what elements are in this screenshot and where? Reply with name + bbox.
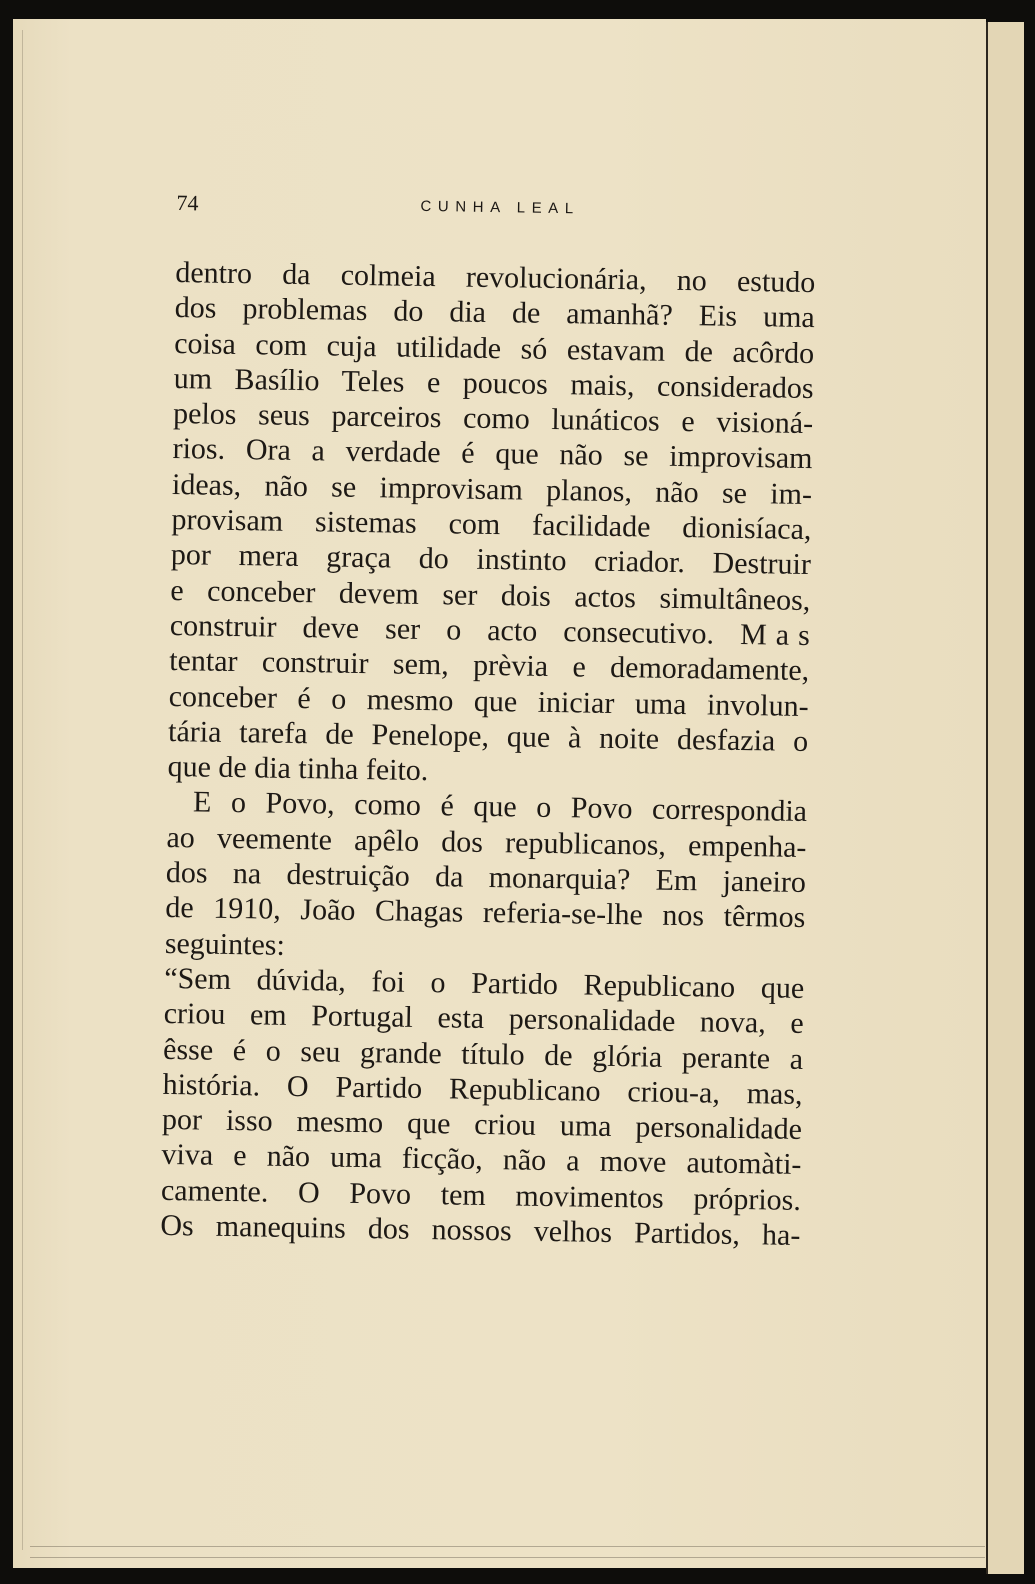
text-line: tentar construir sem, prèvia e demoradamente, xyxy=(169,644,810,688)
text-line: êsse é o seu grande título de glória perante a xyxy=(162,1032,804,1076)
text-line: um Basílio Teles e poucos mais, considerados xyxy=(173,361,814,405)
text-line: camente. O Povo tem movimentos próprios. xyxy=(160,1173,802,1217)
adjacent-page-edge xyxy=(986,22,1024,1574)
text-line-segment: construir deve ser o acto consecutivo. xyxy=(169,608,715,651)
emphasized-word: Mas xyxy=(739,617,820,653)
page-edge-line xyxy=(30,1546,985,1547)
text-line: coisa com cuja utilidade só estavam de acôrdo xyxy=(174,326,815,370)
text-line: seguintes: xyxy=(164,926,286,962)
text-line: E o Povo, como é que o Povo correspondia xyxy=(192,785,808,829)
text-line: tária tarefa de Penelope, que à noite desfazia o xyxy=(167,714,809,758)
text-line: “Sem dúvida, foi o Partido Republicano que xyxy=(164,961,805,1005)
text-line: história. O Partido Republicano criou-a, mas, xyxy=(162,1067,803,1111)
text-line: de 1910, João Chagas referia-se-lhe nos têrmos xyxy=(165,891,806,935)
text-line: Os manequins dos nossos velhos Partidos, ha- xyxy=(160,1208,801,1252)
text-line: e conceber devem ser dois actos simultâneos, xyxy=(170,573,811,617)
text-line: por mera graça do instinto criador. Destruir xyxy=(170,538,812,582)
text-block xyxy=(160,185,820,1253)
text-line: ideas, não se improvisam planos, não se im- xyxy=(171,467,813,511)
page-edge-line xyxy=(22,30,23,1550)
text-line: dos problemas do dia de amanhã? Eis uma xyxy=(174,291,816,335)
text-line: pelos seus parceiros como lunáticos e visioná- xyxy=(172,397,814,441)
running-title: CUNHA LEAL xyxy=(420,197,580,218)
paragraph xyxy=(167,255,820,794)
text-line: ao veemente apêlo dos republicanos, empenha- xyxy=(166,820,807,864)
text-line: conceber é o mesmo que iniciar uma involun- xyxy=(168,679,809,723)
page-number: 74 xyxy=(176,190,199,216)
body-text xyxy=(160,255,820,1253)
paragraph xyxy=(165,784,808,971)
text-line: dentro da colmeia revolucionária, no estudo xyxy=(175,256,816,300)
text-line: criou em Portugal esta personalidade nova, e xyxy=(163,997,804,1041)
page-edge-line xyxy=(30,1557,985,1558)
text-line: que de dia tinha feito. xyxy=(167,750,429,788)
text-line: provisam sistemas com facilidade dionisíaca, xyxy=(171,503,812,547)
text-line: rios. Ora a verdade é que não se improvisam xyxy=(172,432,813,476)
text-line: dos na destruição da monarquia? Em janeiro xyxy=(165,856,807,900)
text-line: viva e não uma ficção, não a move automàti- xyxy=(161,1138,802,1182)
text-line: por isso mesmo que criou uma personalidade xyxy=(161,1103,803,1147)
quoted-paragraph xyxy=(160,961,804,1253)
